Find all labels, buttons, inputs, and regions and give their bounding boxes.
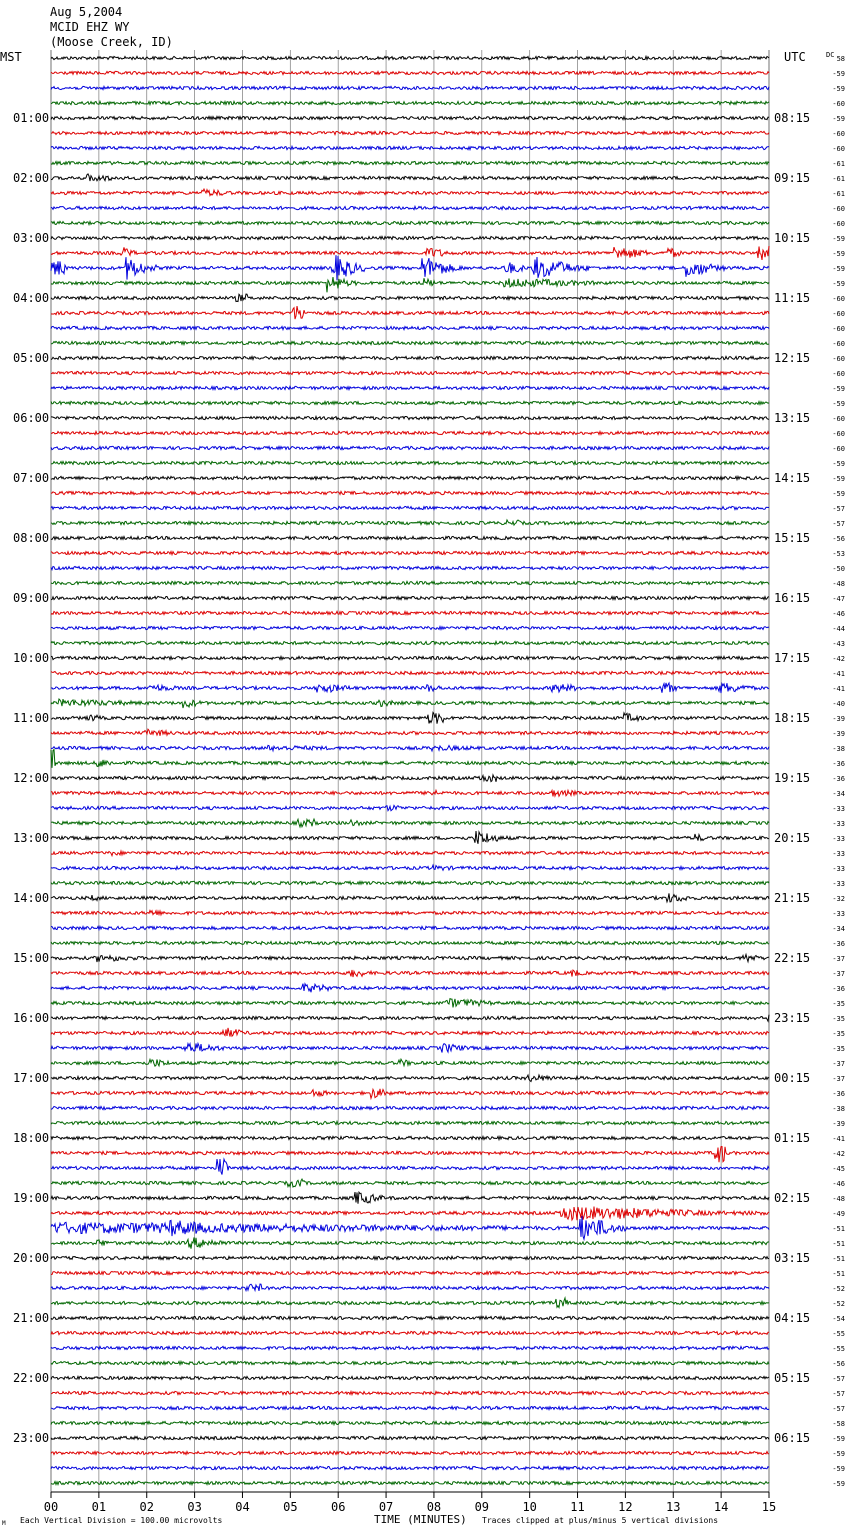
x-tick-label: 15 bbox=[761, 1500, 777, 1514]
dc-offset-value: -57 bbox=[832, 505, 845, 513]
dc-offset-value: -59 bbox=[832, 235, 845, 243]
dc-offset-value: -60 bbox=[832, 145, 845, 153]
hour-label-mst: 11:00 bbox=[13, 711, 50, 725]
dc-offset-value: -60 bbox=[832, 415, 845, 423]
hour-label-utc: 04:15 bbox=[774, 1311, 811, 1325]
dc-offset-value: -37 bbox=[832, 955, 845, 963]
station-label: MCID EHZ WY bbox=[50, 20, 130, 34]
dc-offset-value: -61 bbox=[832, 175, 845, 183]
hour-label-utc: 03:15 bbox=[774, 1251, 811, 1265]
dc-offset-value: -38 bbox=[832, 1105, 845, 1113]
hour-label-mst: 17:00 bbox=[13, 1071, 50, 1085]
dc-offset-value: -51 bbox=[832, 1270, 845, 1278]
dc-offset-value: -57 bbox=[832, 1405, 845, 1413]
dc-offset-value: -61 bbox=[832, 190, 845, 198]
dc-label: DC bbox=[826, 51, 835, 59]
hour-label-utc: 09:15 bbox=[774, 171, 811, 185]
dc-offset-value: -33 bbox=[832, 820, 845, 828]
dc-offset-value: -60 bbox=[832, 220, 845, 228]
x-tick-label: 12 bbox=[618, 1500, 633, 1514]
hour-label-utc: 05:15 bbox=[774, 1371, 811, 1385]
hour-label-mst: 05:00 bbox=[13, 351, 50, 365]
dc-offset-value: -59 bbox=[832, 1450, 845, 1458]
hour-label-mst: 10:00 bbox=[13, 651, 50, 665]
hour-label-utc: 08:15 bbox=[774, 111, 811, 125]
dc-offset-value: -33 bbox=[832, 910, 845, 918]
hour-label-utc: 16:15 bbox=[774, 591, 811, 605]
dc-offset-value: -59 bbox=[832, 400, 845, 408]
dc-offset-value: -42 bbox=[832, 655, 845, 663]
dc-offset-value: -39 bbox=[832, 1120, 845, 1128]
dc-offset-value: -38 bbox=[832, 745, 845, 753]
dc-offset-value: -39 bbox=[832, 730, 845, 738]
x-tick-label: 01 bbox=[91, 1500, 107, 1514]
dc-offset-value: -46 bbox=[832, 610, 845, 618]
dc-offset-value: -35 bbox=[832, 1000, 845, 1008]
hour-label-mst: 15:00 bbox=[13, 951, 50, 965]
hour-label-mst: 23:00 bbox=[13, 1431, 50, 1445]
dc-offset-value: -48 bbox=[832, 1195, 845, 1203]
dc-offset-value: -60 bbox=[832, 130, 845, 138]
dc-offset-value: -37 bbox=[832, 1060, 845, 1068]
dc-offset-value: -33 bbox=[832, 835, 845, 843]
dc-offset-value: -60 bbox=[832, 295, 845, 303]
dc-offset-value: -60 bbox=[832, 445, 845, 453]
dc-offset-value: -36 bbox=[832, 1090, 845, 1098]
dc-offset-value: -43 bbox=[832, 640, 845, 648]
dc-offset-value: -49 bbox=[832, 1210, 845, 1218]
dc-offset-value: -59 bbox=[832, 70, 845, 78]
dc-offset-value: -36 bbox=[832, 775, 845, 783]
hour-label-mst: 03:00 bbox=[13, 231, 50, 245]
dc-offset-value: -46 bbox=[832, 1180, 845, 1188]
x-axis-title: TIME (MINUTES) bbox=[374, 1513, 467, 1526]
hour-label-mst: 13:00 bbox=[13, 831, 50, 845]
dc-offset-value: -41 bbox=[832, 685, 845, 693]
dc-offset-value: -45 bbox=[832, 1165, 845, 1173]
dc-offset-value: -60 bbox=[832, 355, 845, 363]
dc-offset-value: -36 bbox=[832, 940, 845, 948]
hour-label-mst: 04:00 bbox=[13, 291, 50, 305]
dc-offset-value: -57 bbox=[832, 1390, 845, 1398]
dc-offset-value: -59 bbox=[832, 490, 845, 498]
dc-offset-value: -59 bbox=[832, 475, 845, 483]
dc-offset-value: -59 bbox=[832, 460, 845, 468]
dc-offset-value: -47 bbox=[832, 595, 845, 603]
hour-label-utc: 23:15 bbox=[774, 1011, 811, 1025]
x-tick-label: 00 bbox=[43, 1500, 59, 1514]
dc-offset-value: -42 bbox=[832, 1150, 845, 1158]
dc-offset-value: -56 bbox=[832, 535, 845, 543]
dc-offset-value: -51 bbox=[832, 1255, 845, 1263]
date-label: Aug 5,2004 bbox=[50, 5, 123, 19]
right-timezone-label: UTC bbox=[784, 50, 806, 64]
dc-offset-value: -60 bbox=[832, 340, 845, 348]
hour-label-mst: 12:00 bbox=[13, 771, 50, 785]
dc-offset-value: -60 bbox=[832, 100, 845, 108]
hour-label-utc: 18:15 bbox=[774, 711, 811, 725]
dc-offset-value: -37 bbox=[832, 1075, 845, 1083]
dc-offset-value: -59 bbox=[832, 115, 845, 123]
x-tick-label: 05 bbox=[283, 1500, 298, 1514]
scale-note: Each Vertical Division = 100.00 microvolts bbox=[20, 1516, 223, 1525]
hour-label-utc: 10:15 bbox=[774, 231, 811, 245]
dc-offset-value: -52 bbox=[832, 1285, 845, 1293]
hour-label-mst: 08:00 bbox=[13, 531, 50, 545]
dc-offset-value: -60 bbox=[832, 325, 845, 333]
dc-offset-value: -59 bbox=[832, 1465, 845, 1473]
hour-label-mst: 02:00 bbox=[13, 171, 50, 185]
dc-offset-value: -60 bbox=[832, 430, 845, 438]
hour-label-utc: 17:15 bbox=[774, 651, 811, 665]
dc-offset-value: -59 bbox=[832, 250, 845, 258]
dc-offset-value: -33 bbox=[832, 865, 845, 873]
x-tick-label: 02 bbox=[139, 1500, 154, 1514]
hour-label-utc: 02:15 bbox=[774, 1191, 811, 1205]
hour-label-mst: 01:00 bbox=[13, 111, 50, 125]
hour-label-utc: 15:15 bbox=[774, 531, 811, 545]
hour-label-mst: 09:00 bbox=[13, 591, 50, 605]
dc-offset-value: -57 bbox=[832, 520, 845, 528]
x-tick-label: 11 bbox=[570, 1500, 585, 1514]
dc-offset-value: -55 bbox=[832, 1330, 845, 1338]
left-timezone-label: MST bbox=[0, 50, 22, 64]
x-tick-label: 06 bbox=[330, 1500, 346, 1514]
dc-offset-value: -41 bbox=[832, 670, 845, 678]
dc-offset-value: -60 bbox=[832, 370, 845, 378]
hour-label-utc: 13:15 bbox=[774, 411, 811, 425]
dc-offset-value: -59 bbox=[832, 1435, 845, 1443]
dc-offset-value: -33 bbox=[832, 805, 845, 813]
dc-offset-value: -32 bbox=[832, 895, 845, 903]
dc-offset-value: -51 bbox=[832, 1240, 845, 1248]
clip-note: Traces clipped at plus/minus 5 vertical divisions bbox=[482, 1516, 719, 1525]
dc-offset-value: -35 bbox=[832, 1045, 845, 1053]
hour-label-mst: 22:00 bbox=[13, 1371, 50, 1385]
dc-offset-value: -60 bbox=[832, 205, 845, 213]
dc-offset-value: -34 bbox=[832, 925, 845, 933]
dc-offset-value: -36 bbox=[832, 985, 845, 993]
dc-offset-value: -56 bbox=[832, 1360, 845, 1368]
dc-offset-value: -39 bbox=[832, 715, 845, 723]
dc-offset-value: -35 bbox=[832, 1015, 845, 1023]
corner-mark: M bbox=[2, 1520, 6, 1527]
dc-offset-value: -36 bbox=[832, 760, 845, 768]
hour-label-utc: 00:15 bbox=[774, 1071, 811, 1085]
hour-label-utc: 21:15 bbox=[774, 891, 811, 905]
hour-label-mst: 07:00 bbox=[13, 471, 50, 485]
location-label: (Moose Creek, ID) bbox=[50, 35, 173, 49]
dc-offset-value: -40 bbox=[832, 700, 845, 708]
dc-offset-value: -48 bbox=[832, 580, 845, 588]
dc-offset-value: -44 bbox=[832, 625, 845, 633]
x-tick-label: 08 bbox=[426, 1500, 442, 1514]
dc-offset-value: -55 bbox=[832, 1345, 845, 1353]
dc-offset-value: 58 bbox=[836, 55, 845, 63]
dc-offset-value: -35 bbox=[832, 1030, 845, 1038]
dc-offset-value: -33 bbox=[832, 850, 845, 858]
dc-offset-value: -59 bbox=[832, 280, 845, 288]
hour-label-mst: 20:00 bbox=[13, 1251, 50, 1265]
hour-label-mst: 14:00 bbox=[13, 891, 50, 905]
dc-offset-value: -59 bbox=[832, 385, 845, 393]
hour-label-utc: 01:15 bbox=[774, 1131, 811, 1145]
hour-label-mst: 06:00 bbox=[13, 411, 50, 425]
hour-label-mst: 16:00 bbox=[13, 1011, 50, 1025]
x-tick-label: 10 bbox=[522, 1500, 537, 1514]
dc-offset-value: -33 bbox=[832, 880, 845, 888]
hour-label-utc: 22:15 bbox=[774, 951, 811, 965]
dc-offset-value: -57 bbox=[832, 1375, 845, 1383]
hour-label-utc: 19:15 bbox=[774, 771, 811, 785]
x-tick-label: 09 bbox=[474, 1500, 490, 1514]
dc-offset-value: -59 bbox=[832, 85, 845, 93]
dc-offset-value: -53 bbox=[832, 550, 845, 558]
hour-label-mst: 21:00 bbox=[13, 1311, 50, 1325]
x-tick-label: 13 bbox=[666, 1500, 681, 1514]
hour-label-utc: 11:15 bbox=[774, 291, 811, 305]
dc-offset-value: -61 bbox=[832, 160, 845, 168]
x-tick-label: 03 bbox=[187, 1500, 202, 1514]
dc-offset-value: -37 bbox=[832, 970, 845, 978]
hour-label-utc: 14:15 bbox=[774, 471, 811, 485]
dc-offset-value: -59 bbox=[832, 1480, 845, 1488]
dc-offset-value: -51 bbox=[832, 1225, 845, 1233]
x-tick-label: 07 bbox=[378, 1500, 394, 1514]
hour-label-mst: 19:00 bbox=[13, 1191, 50, 1205]
dc-offset-value: -58 bbox=[832, 1420, 845, 1428]
hour-label-utc: 06:15 bbox=[774, 1431, 811, 1445]
dc-offset-value: -41 bbox=[832, 1135, 845, 1143]
dc-offset-value: -60 bbox=[832, 310, 845, 318]
dc-offset-value: -34 bbox=[832, 790, 845, 798]
x-tick-label: 14 bbox=[713, 1500, 729, 1514]
dc-offset-value: -50 bbox=[832, 565, 845, 573]
x-tick-label: 04 bbox=[235, 1500, 250, 1514]
hour-label-mst: 18:00 bbox=[13, 1131, 50, 1145]
hour-label-utc: 20:15 bbox=[774, 831, 811, 845]
dc-offset-value: -54 bbox=[832, 1315, 845, 1323]
dc-offset-value: -59 bbox=[832, 265, 845, 273]
dc-offset-value: -52 bbox=[832, 1300, 845, 1308]
hour-label-utc: 12:15 bbox=[774, 351, 811, 365]
